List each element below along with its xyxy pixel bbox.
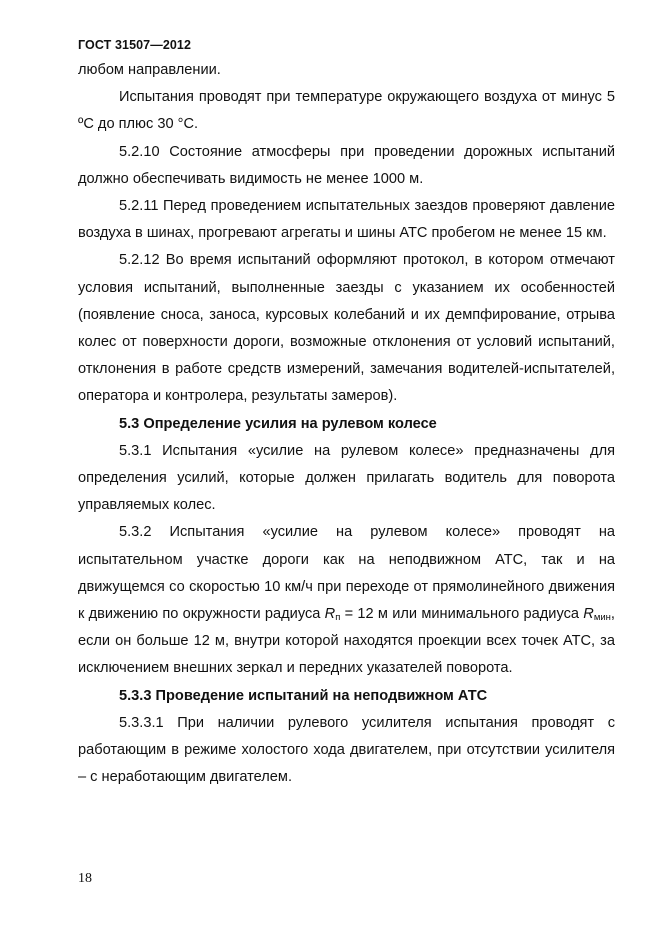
radius-subscript: п <box>335 612 341 624</box>
paragraph-5-3-2-part2: = 12 м или минимального радиуса <box>340 606 584 623</box>
paragraph-5-2-12: 5.2.12 Во время испытаний оформляют протокол, в котором отмечают условия испытаний, выполненные заезды с указанием их особенностей (появление сноса, заноса, курсовых колебаний и их демпфирование, отрыва колес от поверхности дороги, возможные отклонения от условий испытаний, отклонения в работе средств измерений, замечания водителей-испытателей, оператора и контролера, результаты замеров). <box>78 252 615 405</box>
min-radius-subscript: мин <box>593 612 611 624</box>
document-header: ГОСТ 31507—2012 <box>78 38 192 52</box>
paragraph-5-2-10: 5.2.10 Состояние атмосферы при проведении дорожных испытаний должно обеспечивать видимость не менее 1000 м. <box>78 143 615 187</box>
section-heading-5-3-3: 5.3.3 Проведение испытаний на неподвижном АТС <box>119 687 488 704</box>
paragraph-5-3-1: 5.3.1 Испытания «усилие на рулевом колесе» предназначены для определения усилий, которые должен прилагать водитель для поворота управляемых колес. <box>78 442 615 514</box>
paragraph-5-3-2-part3: , если он больше 12 м, внутри которой находятся проекции всех точек АТС, за исключением внешних зеркал и передних указателей поворота. <box>78 606 615 677</box>
paragraph-5-3-2 <box>78 519 615 682</box>
radius-symbol: R <box>324 606 336 623</box>
paragraph-continuation: любом направлении. <box>78 62 221 78</box>
section-heading-5-3: 5.3 Определение усилия на рулевом колесе <box>119 415 437 432</box>
document-body <box>78 57 615 791</box>
paragraph-test-temperature: Испытания проводят при температуре окружающего воздуха от минус 5 ºС до плюс 30 °С. <box>78 89 615 133</box>
paragraph-5-3-2-part1: 5.3.2 Испытания «усилие на рулевом колесе» проводят на испытательном участке дороги как на неподвижном АТС, так и на движущемся со скоростью 10 км/ч при переходе от прямолинейного движения к движению по окружности радиуса <box>78 524 615 623</box>
paragraph-5-3-3-1: 5.3.3.1 При наличии рулевого усилителя испытания проводят с работающим в режиме холостого хода двигателем, при отсутствии усилителя – с неработающим двигателем. <box>78 714 615 786</box>
paragraph-5-2-11: 5.2.11 Перед проведением испытательных заездов проверяют давление воздуха в шинах, прогревают агрегаты и шины АТС пробегом не менее 15 км. <box>78 198 615 242</box>
min-radius-symbol: R <box>583 606 594 623</box>
page-number: 18 <box>78 871 92 886</box>
